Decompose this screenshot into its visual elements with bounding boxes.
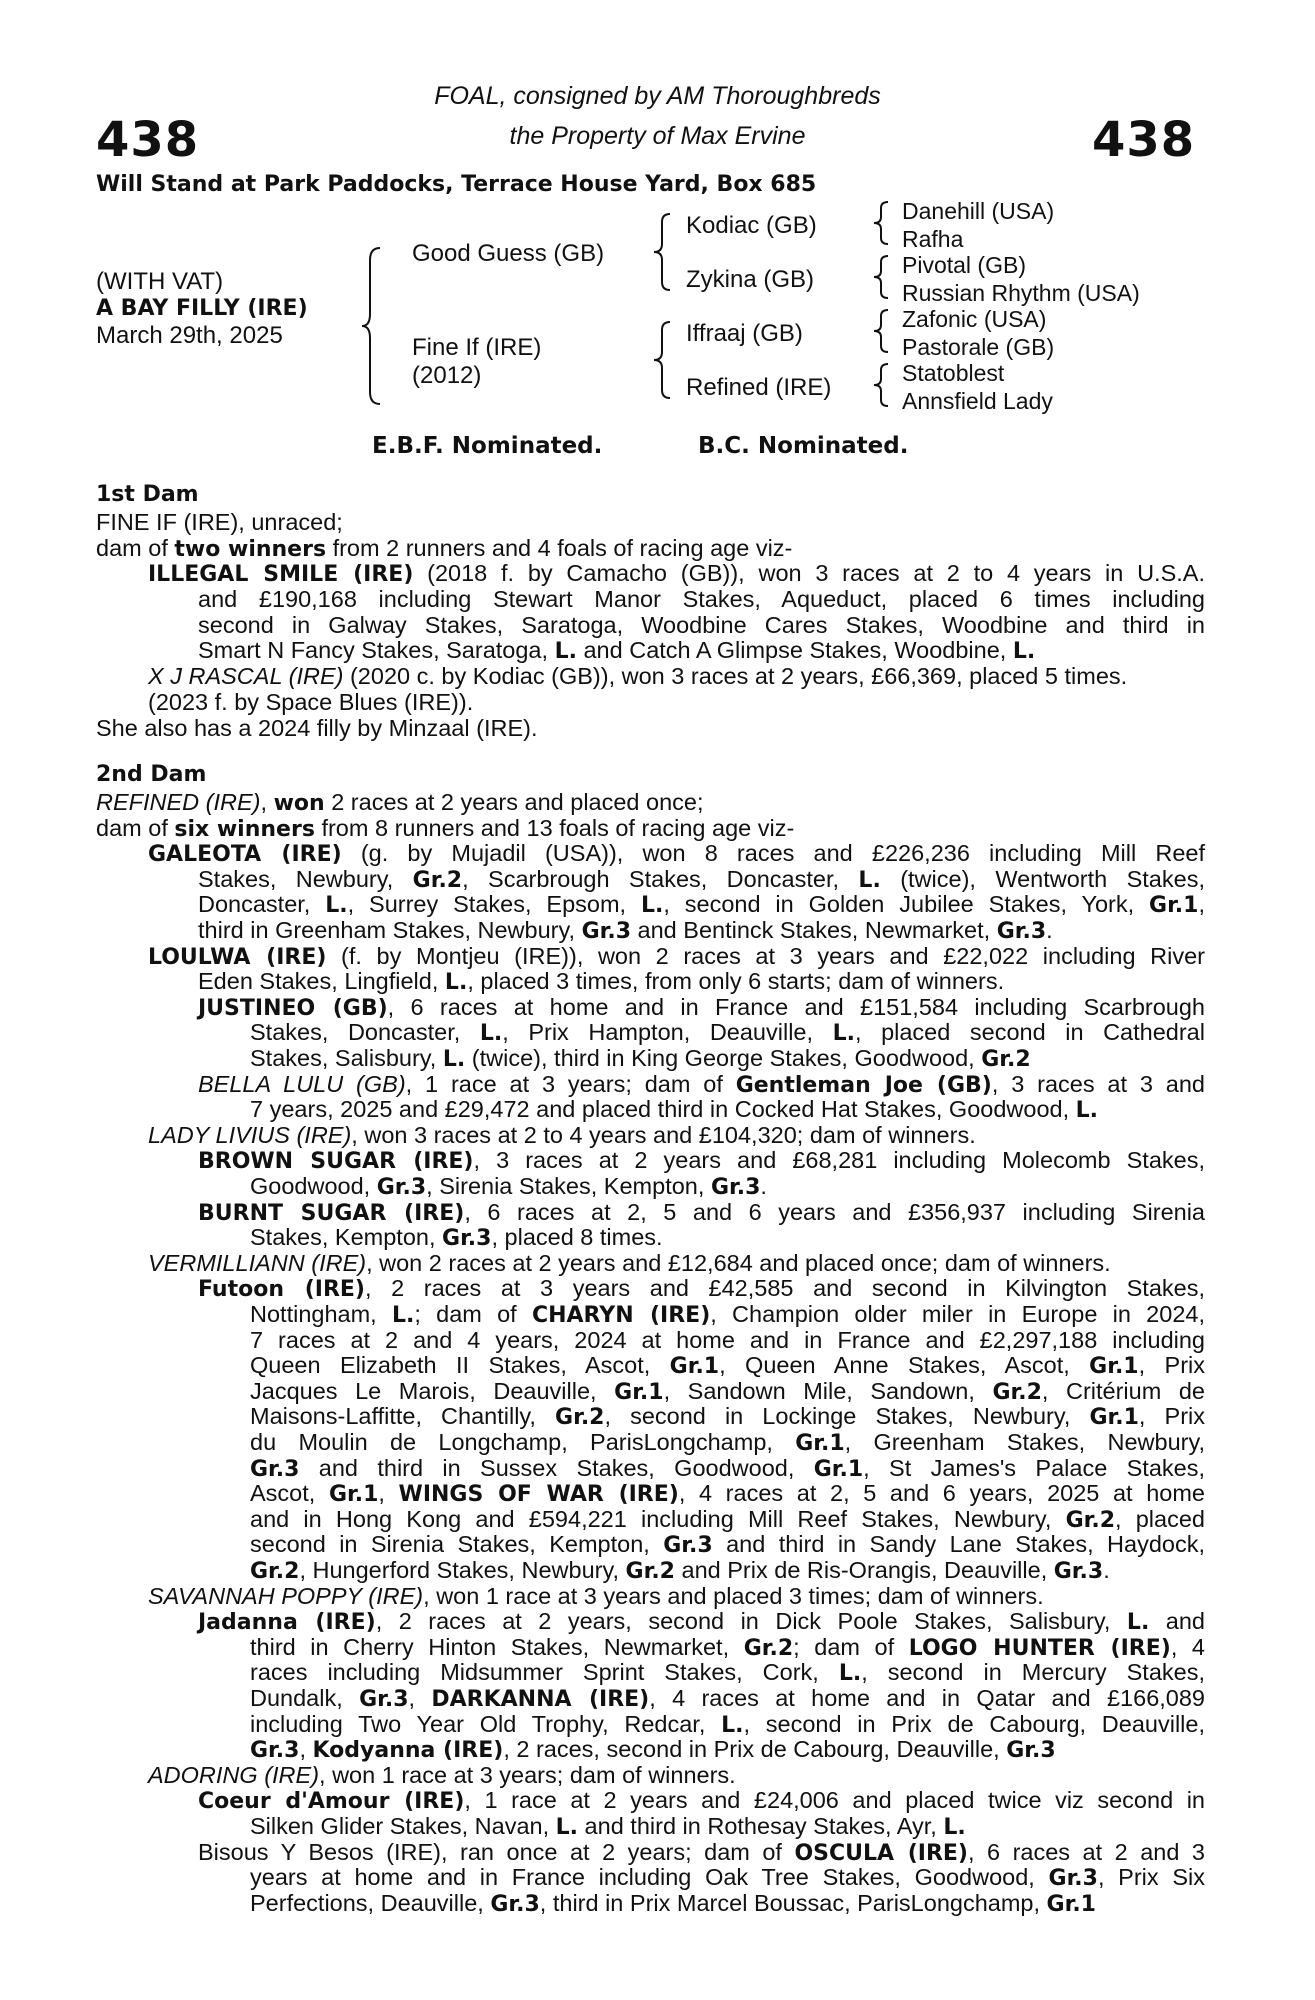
first-dam-text: (2018 f. by Camacho (GB)), won 3 races at 2 to 4 years in U.S.A. xyxy=(413,560,1205,586)
second-dam-text: races including Midsummer Sprint Stakes, Cork, xyxy=(250,1659,839,1686)
second-dam-text: from 8 runners and 13 foals of racing age viz- xyxy=(314,814,795,841)
second-dam-text: , Hungerford Stakes, Newbury, xyxy=(299,1557,626,1583)
second-dam-text: ; dam of xyxy=(793,1633,909,1660)
second-dam-line xyxy=(250,1097,1098,1124)
second-dam-text: , second in Lockinge Stakes, Newbury, xyxy=(604,1403,1090,1430)
second-dam-text: BURNT SUGAR (IRE) xyxy=(198,1200,465,1226)
second-dam-text: , Prix xyxy=(1138,1352,1206,1379)
second-dam-text: Ascot, xyxy=(250,1480,329,1507)
second-dam-text: L. xyxy=(721,1712,744,1738)
first-dam-line xyxy=(198,587,1205,613)
second-dam-line xyxy=(250,1302,1205,1329)
first-dam-line xyxy=(198,613,1205,639)
second-dam-text: . xyxy=(760,1173,767,1199)
second-dam-text: L. xyxy=(442,1047,466,1072)
second-dam-text: Gr.1 xyxy=(1089,1405,1139,1431)
second-dam-text: , placed 3 times, from only 6 starts; dam of winners. xyxy=(467,968,1005,995)
second-dam-text: , Greenham Stakes, Newbury, xyxy=(844,1429,1206,1455)
second-dam-line xyxy=(250,1430,1205,1457)
second-dam-text: Gr.3 xyxy=(996,919,1047,944)
first-dam-text: Smart N Fancy Stakes, Saratoga, xyxy=(198,637,555,663)
second-dam-text: including Two Year Old Trophy, Redcar, xyxy=(250,1710,722,1737)
second-dam-text: , 4 races at 2, 5 and 6 years, 2025 at home xyxy=(678,1480,1205,1507)
second-dam-line xyxy=(250,1865,1205,1892)
second-dam-text: Nottingham, xyxy=(250,1301,392,1327)
second-dam-title: 2nd Dam xyxy=(96,762,207,787)
second-dam-text: six winners xyxy=(174,816,315,842)
second-dam-text: LOULWA (IRE) xyxy=(148,944,327,970)
first-dam-text: from 2 runners and 4 foals of racing age viz- xyxy=(326,535,793,561)
second-dam-text: Gr.2 xyxy=(625,1559,675,1584)
second-dam-text: Gr.3 xyxy=(250,1738,300,1764)
gen3-4: Russian Rhythm (USA) xyxy=(902,280,1140,306)
second-dam-text: (g. by Mujadil (USA)), won 8 races and £226,236 including Mill Reef xyxy=(341,840,1205,867)
second-dam-text: L. xyxy=(479,1021,503,1047)
second-dam-text: Gentleman Joe (GB) xyxy=(735,1072,992,1098)
second-dam-text: Gr.2 xyxy=(981,1047,1031,1072)
second-dam-text: , St James's Palace Stakes, xyxy=(863,1454,1205,1481)
second-dam-text: (f. by Montjeu (IRE)), won 2 races at 3 years and £22,022 including River xyxy=(326,942,1205,969)
second-dam-text: Futoon (IRE) xyxy=(198,1277,365,1303)
second-dam-text: Queen Elizabeth II Stakes, Ascot, xyxy=(250,1352,670,1379)
second-dam-text: Gr.2 xyxy=(743,1635,794,1661)
ebf-nominated: E.B.F. Nominated. xyxy=(372,433,603,459)
second-dam-text: , placed second in Cathedral xyxy=(854,1019,1205,1046)
second-dam-text: Jacques Le Marois, Deauville, xyxy=(250,1377,615,1404)
second-dam-text: Gr.1 xyxy=(1149,893,1199,919)
second-dam-text: DARKANNA (IRE) xyxy=(431,1687,650,1712)
second-dam-text: 7 races at 2 and 4 years, 2024 at home and in France and £2,297,188 including xyxy=(250,1326,1205,1353)
second-dam-text: . xyxy=(1046,917,1053,943)
second-dam-line xyxy=(148,944,1205,971)
first-dam-text: ILLEGAL SMILE (IRE) xyxy=(148,562,414,587)
second-dam-text: Gr.3 xyxy=(442,1226,492,1252)
second-dam-text: Gr.3 xyxy=(1006,1738,1056,1764)
second-dam-line xyxy=(250,1379,1205,1406)
second-dam-text: Stakes, Newbury, xyxy=(198,865,413,892)
second-dam-line xyxy=(198,969,1004,996)
second-dam-text: Gr.2 xyxy=(250,1559,300,1584)
first-dam-line xyxy=(96,510,343,536)
second-dam-text: Stakes, Doncaster, xyxy=(250,1019,480,1046)
sire-parents-brace xyxy=(652,212,674,292)
second-dam-text: , 2 races at 2 years, second in Dick Poole Stakes, Salisbury, xyxy=(375,1608,1127,1635)
refined-parents-brace xyxy=(872,362,892,408)
second-dam-line xyxy=(250,1046,1031,1073)
second-dam-text: BELLA LULU (GB) xyxy=(198,1070,406,1097)
first-dam-text: dam of xyxy=(96,535,175,561)
first-dam-text: L. xyxy=(554,639,577,664)
second-dam-text: , xyxy=(408,1685,432,1711)
first-dam-text: two winners xyxy=(174,537,327,562)
first-dam-text: X J RASCAL (IRE) xyxy=(148,663,344,689)
first-dam-text: L. xyxy=(1012,639,1036,664)
second-dam-text: Goodwood, xyxy=(250,1173,377,1199)
second-dam-text: and third in Sussex Stakes, Goodwood, xyxy=(299,1454,814,1481)
first-dam-text: (2023 f. by Space Blues (IRE)). xyxy=(148,689,474,715)
dam-dam: Refined (IRE) xyxy=(686,374,832,401)
second-dam-text: and xyxy=(1149,1608,1206,1635)
second-dam-line xyxy=(148,1763,736,1789)
second-dam-line xyxy=(250,1737,1056,1764)
second-dam-text: Gr.3 xyxy=(1048,1866,1098,1892)
second-dam-text: , Critérium de xyxy=(1041,1377,1205,1404)
second-dam-text: , second in Prix de Cabourg, Deauville, xyxy=(743,1710,1205,1737)
second-dam-text: , 6 races at 2 and 3 xyxy=(967,1838,1205,1865)
second-dam-text: LOGO HUNTER (IRE) xyxy=(908,1635,1171,1661)
second-dam-text: Gr.3 xyxy=(376,1175,427,1200)
second-dam-line xyxy=(250,1481,1205,1508)
second-dam-text: Silken Glider Stakes, Navan, xyxy=(250,1813,556,1839)
second-dam-text: third in Cherry Hinton Stakes, Newmarket, xyxy=(250,1633,744,1660)
second-dam-text: , Sandown Mile, Sandown, xyxy=(663,1377,993,1404)
second-dam-text: (twice), third in King George Stakes, Goodwood, xyxy=(465,1045,982,1071)
second-dam-text: Gr.1 xyxy=(1046,1891,1096,1917)
second-dam-line xyxy=(250,1635,1205,1662)
second-dam-text: Gr.3 xyxy=(663,1533,713,1559)
second-dam-text: Gr.2 xyxy=(412,867,463,893)
second-dam-line xyxy=(198,918,1053,945)
second-dam-text: , second in Golden Jubilee Stakes, York, xyxy=(663,891,1150,918)
second-dam-text: Gr.3 xyxy=(710,1175,761,1200)
second-dam-text: Eden Stakes, Lingfield, xyxy=(198,968,445,995)
second-dam-text: Dundalk, xyxy=(250,1685,360,1711)
second-dam-text: Maisons-Laffitte, Chantilly, xyxy=(250,1403,556,1430)
second-dam-text: L. xyxy=(640,893,664,919)
zykina-parents-brace xyxy=(872,254,892,300)
second-dam-text: , 3 races at 3 and xyxy=(991,1070,1205,1097)
dam-parents-brace xyxy=(652,320,674,400)
second-dam-text: L. xyxy=(391,1303,415,1328)
second-dam-text: Gr.3 xyxy=(1053,1559,1104,1584)
second-dam-text: Coeur d'Amour (IRE) xyxy=(198,1789,465,1815)
first-dam-line xyxy=(148,690,473,716)
second-dam-line xyxy=(148,841,1205,868)
second-dam-text: Perfections, Deauville, xyxy=(250,1889,491,1916)
second-dam-text: Gr.3 xyxy=(581,919,631,944)
second-dam-text: , 1 race at 3 years; dam of xyxy=(405,1070,736,1097)
dam-year: (2012) xyxy=(412,362,482,389)
second-dam-text: , 4 races at home and in Qatar and £166,089 xyxy=(649,1685,1206,1711)
second-dam-text: , won 2 races at 2 years and £12,684 and placed once; dam of winners. xyxy=(366,1249,1111,1276)
first-dam-line xyxy=(198,638,1035,665)
second-dam-text: , xyxy=(378,1480,399,1507)
first-dam-title: 1st Dam xyxy=(96,482,199,507)
second-dam-text: Jadanna (IRE) xyxy=(198,1610,376,1636)
second-dam-text: 2 races at 2 years and placed once; xyxy=(324,789,704,815)
second-dam-text: dam of xyxy=(96,814,175,841)
iffraaj-parents-brace xyxy=(872,308,892,354)
second-dam-text: , won 3 races at 2 to 4 years and £104,320; dam of winners. xyxy=(351,1121,976,1148)
horse-name: A BAY FILLY (IRE) xyxy=(96,296,308,321)
second-dam-text: and third in Sandy Lane Stakes, Haydock, xyxy=(712,1531,1205,1558)
second-dam-text: WINGS OF WAR (IRE) xyxy=(398,1482,679,1508)
second-dam-line xyxy=(198,1276,1205,1303)
first-dam-line xyxy=(148,664,1127,690)
second-dam-text: OSCULA (IRE) xyxy=(794,1840,968,1866)
second-dam-line xyxy=(250,1558,1110,1585)
first-dam-text: second in Galway Stakes, Saratoga, Woodbine Cares Stakes, Woodbine and third in xyxy=(198,612,1205,638)
second-dam-line xyxy=(198,1609,1205,1636)
second-dam-text: Gr.1 xyxy=(813,1456,864,1482)
second-dam-text: . xyxy=(1103,1557,1110,1583)
first-dam-text: and £190,168 including Stewart Manor Stakes, Aqueduct, placed 6 times including xyxy=(198,586,1205,612)
second-dam-line xyxy=(198,995,1205,1022)
bc-nominated: B.C. Nominated. xyxy=(698,433,909,459)
second-dam-text: years at home and in France including Oak Tree Stakes, Goodwood, xyxy=(250,1864,1049,1891)
second-dam-line xyxy=(148,1123,976,1149)
second-dam-text: , won 1 race at 3 years; dam of winners. xyxy=(319,1761,736,1788)
second-dam-text: , third in Prix Marcel Boussac, ParisLongchamp, xyxy=(539,1889,1047,1916)
gen3-3: Pivotal (GB) xyxy=(902,252,1026,278)
consignor-line: FOAL, consigned by AM Thoroughbreds xyxy=(434,82,881,110)
second-dam-text: L. xyxy=(1126,1610,1150,1636)
second-dam-text: L. xyxy=(943,1815,966,1840)
gen3-1: Danehill (USA) xyxy=(902,198,1055,224)
gen3-2: Rafha xyxy=(902,226,964,252)
first-dam-line xyxy=(96,536,792,563)
second-dam-text: Doncaster, xyxy=(198,891,326,918)
second-dam-text: Gr.1 xyxy=(669,1354,720,1380)
second-dam-text: L. xyxy=(832,1021,855,1047)
stand-location: Will Stand at Park Paddocks, Terrace House Yard, Box 685 xyxy=(96,172,817,197)
property-line: the Property of Max Ervine xyxy=(509,122,806,150)
second-dam-text: , Surrey Stakes, Epsom, xyxy=(347,891,641,918)
gen3-6: Pastorale (GB) xyxy=(902,334,1055,360)
first-dam-text: (2020 c. by Kodiac (GB)), won 3 races at 2 years, £66,369, placed 5 times. xyxy=(343,663,1128,689)
second-dam-text: Bisous Y Besos (IRE), ran once at 2 years; dam of xyxy=(198,1838,795,1865)
second-dam-text: , xyxy=(260,789,274,815)
second-dam-line xyxy=(198,1788,1205,1815)
second-dam-text: L. xyxy=(444,970,468,996)
lot-number-right: 438 xyxy=(1092,112,1196,168)
second-dam-line xyxy=(250,1353,1205,1380)
lot-number-left: 438 xyxy=(96,112,200,168)
gen3-7: Statoblest xyxy=(902,360,1005,386)
gen3-8: Annsfield Lady xyxy=(902,388,1053,414)
second-dam-text: , Prix Six xyxy=(1097,1864,1205,1891)
second-dam-text: Gr.1 xyxy=(795,1431,845,1456)
second-dam-text: (twice), Wentworth Stakes, xyxy=(880,865,1205,892)
second-dam-text: , 2 races, second in Prix de Cabourg, Deauville, xyxy=(503,1736,1007,1763)
sire-dam: Zykina (GB) xyxy=(686,266,815,293)
sire: Good Guess (GB) xyxy=(412,240,605,267)
second-dam-text: Gr.2 xyxy=(555,1405,605,1431)
second-dam-text: Gr.3 xyxy=(490,1891,540,1917)
second-dam-text: , 1 race at 2 years and £24,006 and placed twice viz second in xyxy=(464,1787,1205,1814)
second-dam-text: L. xyxy=(555,1815,579,1840)
second-dam-text: , Sirenia Stakes, Kempton, xyxy=(426,1173,711,1199)
second-dam-line xyxy=(148,1584,1044,1610)
second-dam-text: , 6 races at 2, 5 and 6 years and £356,937 including Sirenia xyxy=(464,1198,1205,1225)
second-dam-text: L. xyxy=(858,867,881,893)
second-dam-text: Kodyanna (IRE) xyxy=(312,1738,504,1764)
first-dam-text: She also has a 2024 filly by Minzaal (IRE). xyxy=(96,715,538,741)
kodiac-parents-brace xyxy=(872,200,892,246)
second-dam-text: , 2 races at 3 years and £42,585 and second in Kilvington Stakes, xyxy=(365,1275,1205,1302)
foaling-date: March 29th, 2025 xyxy=(96,322,283,349)
second-dam-text: L. xyxy=(1075,1098,1099,1124)
second-dam-line xyxy=(250,1660,1205,1687)
second-dam-text: Gr.3 xyxy=(250,1456,300,1482)
second-dam-text: , 3 races at 2 years and £68,281 including Molecomb Stakes, xyxy=(473,1147,1205,1174)
second-dam-line xyxy=(250,1712,1205,1739)
sire-sire: Kodiac (GB) xyxy=(686,212,817,239)
second-dam-text: GALEOTA (IRE) xyxy=(148,842,342,868)
second-dam-text: CHARYN (IRE) xyxy=(531,1303,711,1328)
second-dam-line xyxy=(250,1686,1205,1713)
second-dam-text: , Champion older miler in Europe in 2024, xyxy=(710,1301,1205,1327)
second-dam-text: , placed xyxy=(1115,1505,1205,1532)
second-dam-line xyxy=(198,1072,1205,1099)
second-dam-line xyxy=(96,816,794,843)
first-dam-text: FINE IF (IRE), unraced; xyxy=(96,509,343,535)
second-dam-text: L. xyxy=(838,1661,862,1687)
second-dam-text: and Prix de Ris-Orangis, Deauville, xyxy=(674,1557,1054,1583)
second-dam-line xyxy=(198,892,1205,919)
second-dam-text: second in Sirenia Stakes, Kempton, xyxy=(250,1531,664,1558)
second-dam-text: Stakes, Salisbury, xyxy=(250,1045,443,1071)
second-dam-text: ; dam of xyxy=(414,1301,532,1327)
second-dam-text: Gr.2 xyxy=(1065,1507,1115,1533)
second-dam-line xyxy=(198,1200,1205,1227)
second-dam-text: LADY LIVIUS (IRE) xyxy=(148,1121,352,1148)
second-dam-text: Gr.1 xyxy=(1089,1354,1139,1380)
second-dam-line xyxy=(250,1328,1205,1354)
second-dam-line xyxy=(250,1174,767,1201)
second-dam-text: , xyxy=(299,1736,313,1763)
second-dam-text: , Prix xyxy=(1138,1403,1205,1430)
second-dam-text: , second in Mercury Stakes, xyxy=(861,1659,1205,1686)
second-dam-line xyxy=(250,1456,1205,1483)
second-dam-line xyxy=(250,1404,1205,1431)
second-dam-text: Gr.2 xyxy=(992,1379,1042,1405)
second-dam-line xyxy=(96,790,704,817)
second-dam-line xyxy=(148,1251,1111,1277)
first-dam-text: and Catch A Glimpse Stakes, Woodbine, xyxy=(576,637,1013,663)
second-dam-text: , Prix Hampton, Deauville, xyxy=(502,1019,833,1046)
first-dam-line xyxy=(96,716,538,742)
first-dam-line xyxy=(148,561,1205,588)
second-dam-text: Stakes, Kempton, xyxy=(250,1224,443,1251)
second-dam-text: , 4 xyxy=(1170,1633,1205,1660)
second-dam-line xyxy=(198,1148,1205,1175)
second-dam-text: , won 1 race at 3 years and placed 3 times; dam of winners. xyxy=(423,1582,1044,1609)
second-dam-text: , xyxy=(1198,891,1205,918)
second-dam-text: , 6 races at home and in France and £151,584 including Scarbrough xyxy=(387,993,1205,1020)
second-dam-line xyxy=(198,1840,1205,1867)
second-dam-line xyxy=(250,1225,663,1252)
second-dam-line xyxy=(250,1532,1205,1559)
second-dam-text: Gr.1 xyxy=(328,1482,379,1508)
second-dam-text: SAVANNAH POPPY (IRE) xyxy=(148,1582,424,1609)
second-dam-text: BROWN SUGAR (IRE) xyxy=(198,1149,474,1175)
second-dam-line xyxy=(250,1891,1096,1918)
second-dam-line xyxy=(198,867,1205,894)
vat-note: (WITH VAT) xyxy=(96,268,224,295)
second-dam-text: and in Hong Kong and £594,221 including Mill Reef Stakes, Newbury, xyxy=(250,1505,1066,1532)
dam: Fine If (IRE) xyxy=(412,334,542,361)
second-dam-line xyxy=(250,1507,1205,1534)
second-dam-text: du Moulin de Longchamp, ParisLongchamp, xyxy=(250,1429,796,1455)
second-dam-text: Gr.1 xyxy=(614,1379,664,1405)
second-dam-text: REFINED (IRE) xyxy=(96,789,261,815)
gen3-5: Zafonic (USA) xyxy=(902,306,1047,332)
second-dam-text: , placed 8 times. xyxy=(491,1224,663,1251)
second-dam-text: and Bentinck Stakes, Newmarket, xyxy=(631,917,997,943)
second-dam-text: third in Greenham Stakes, Newbury, xyxy=(198,917,582,943)
second-dam-line xyxy=(250,1814,966,1841)
second-dam-text: Gr.3 xyxy=(359,1687,409,1712)
second-dam-text: and third in Rothesay Stakes, Ayr, xyxy=(578,1813,944,1839)
second-dam-text: L. xyxy=(325,893,348,919)
second-dam-text: won xyxy=(273,791,325,816)
second-dam-text: , Queen Anne Stakes, Ascot, xyxy=(719,1352,1090,1379)
second-dam-text: JUSTINEO (GB) xyxy=(198,995,388,1021)
second-dam-line xyxy=(250,1020,1205,1047)
dam-sire: Iffraaj (GB) xyxy=(686,320,803,347)
second-dam-text: 7 years, 2025 and £29,472 and placed third in Cocked Hat Stakes, Goodwood, xyxy=(250,1096,1076,1123)
second-dam-text: ADORING (IRE) xyxy=(148,1761,320,1788)
sire-dam-brace xyxy=(360,246,384,406)
second-dam-text: , Scarbrough Stakes, Doncaster, xyxy=(462,865,859,892)
second-dam-text: VERMILLIANN (IRE) xyxy=(148,1249,367,1276)
